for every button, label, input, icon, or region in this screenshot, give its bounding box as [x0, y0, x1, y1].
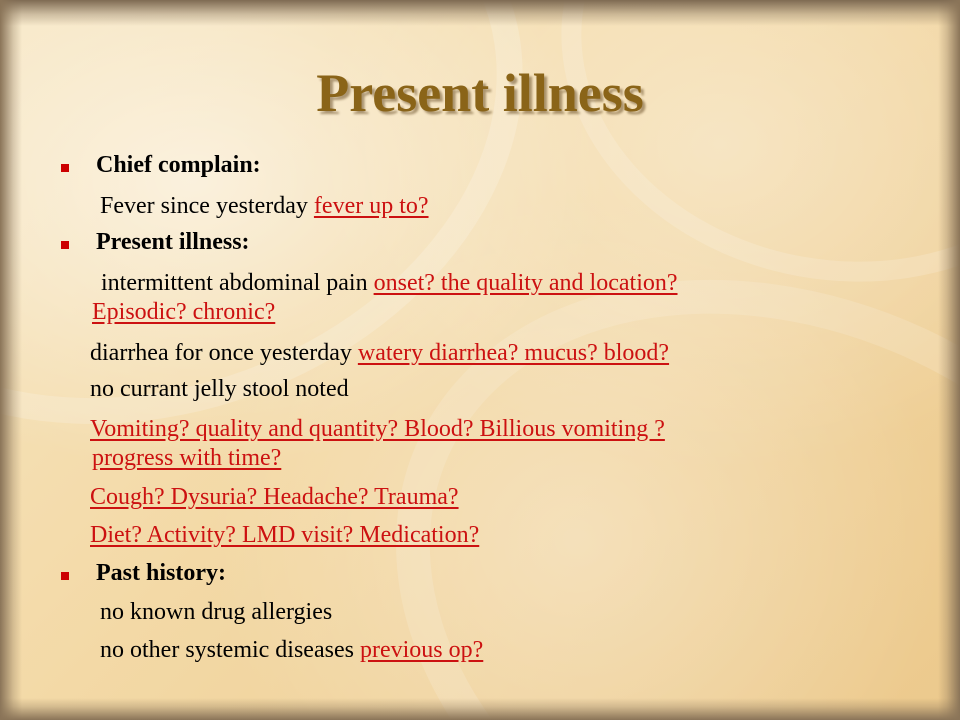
- present-illness-link-2[interactable]: watery diarrhea? mucus? blood?: [357, 340, 670, 366]
- square-bullet-icon: [61, 572, 69, 580]
- past-history-text-1: no known drug allergies: [100, 599, 333, 625]
- present-illness-link-4-cont[interactable]: progress with time?: [92, 445, 282, 471]
- chief-complain-text: Fever since yesterday: [100, 193, 314, 219]
- square-bullet-icon: [61, 164, 69, 172]
- present-illness-text-2: diarrhea for once yesterday: [90, 340, 358, 366]
- past-history-heading: Past history:: [96, 560, 226, 586]
- present-illness-link-4[interactable]: Vomiting? quality and quantity? Blood? Billious vomiting ?: [90, 416, 665, 442]
- present-illness-link-6[interactable]: Diet? Activity? LMD visit? Medication?: [90, 522, 480, 548]
- present-illness-text-3: no currant jelly stool noted: [90, 376, 349, 402]
- slide-title: Present illness: [316, 63, 644, 123]
- square-bullet-icon: [61, 241, 69, 249]
- chief-complain-link[interactable]: fever up to?: [313, 193, 429, 219]
- present-illness-line-2: [90, 340, 669, 367]
- present-illness-link-1-cont[interactable]: Episodic? chronic?: [92, 299, 276, 325]
- present-illness-heading: Present illness:: [96, 229, 250, 255]
- present-illness-text-1: intermittent abdominal pain: [101, 270, 374, 296]
- past-history-text-2: no other systemic diseases: [100, 637, 360, 663]
- present-illness-line-1: [101, 270, 678, 297]
- present-illness-link-1[interactable]: onset? the quality and location?: [373, 270, 678, 296]
- present-illness-link-5[interactable]: Cough? Dysuria? Headache? Trauma?: [90, 484, 459, 510]
- chief-complain-heading: Chief complain:: [96, 152, 261, 178]
- past-history-link-2[interactable]: previous op?: [359, 637, 484, 663]
- past-history-line-2: [100, 637, 483, 664]
- chief-complain-line: [100, 193, 429, 220]
